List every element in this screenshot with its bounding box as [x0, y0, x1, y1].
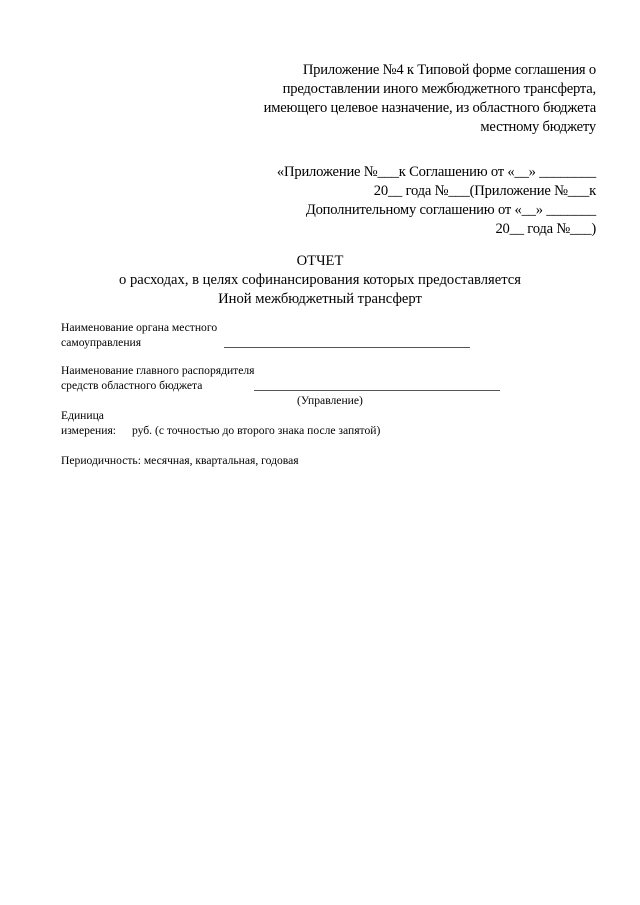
agreement-reference-line: Дополнительному соглашению от «__» _______ [305, 202, 596, 218]
local-gov-label: Наименование органа местного самоуправления [61, 321, 218, 349]
appendix-header-line: имеющего целевое назначение, из областного бюджета [263, 100, 596, 116]
periodicity: Периодичность: месячная, квартальная, годовая [61, 454, 299, 467]
main-admin-fill-line [254, 390, 500, 391]
agreement-reference [277, 163, 596, 239]
report-title [0, 252, 640, 309]
main-admin-caption: (Управление) [297, 394, 363, 407]
agreement-reference-line: 20__ года №___(Приложение №___к [373, 183, 596, 199]
local-gov-fill-line [224, 347, 470, 348]
appendix-header-line: местному бюджету [480, 119, 596, 135]
report-transfer-name: Иной межбюджетный трансферт [218, 291, 422, 307]
appendix-header-line: предоставлении иного межбюджетного трансферта, [282, 81, 596, 97]
unit-value: руб. (с точностью до второго знака после запятой) [132, 424, 381, 437]
main-admin-label: Наименование главного распорядителя средств областного бюджета [61, 364, 255, 392]
agreement-reference-line: 20__ года №___) [495, 221, 596, 237]
unit-label: Единица измерения: [61, 409, 117, 437]
report-subtitle: о расходах, в целях софинансирования которых предоставляется [119, 272, 521, 288]
appendix-header [264, 61, 596, 137]
agreement-reference-line: «Приложение №___к Соглашению от «__» ________ [276, 164, 596, 180]
report-heading: ОТЧЕТ [296, 253, 344, 269]
appendix-header-line: Приложение №4 к Типовой форме соглашения о [302, 62, 596, 78]
